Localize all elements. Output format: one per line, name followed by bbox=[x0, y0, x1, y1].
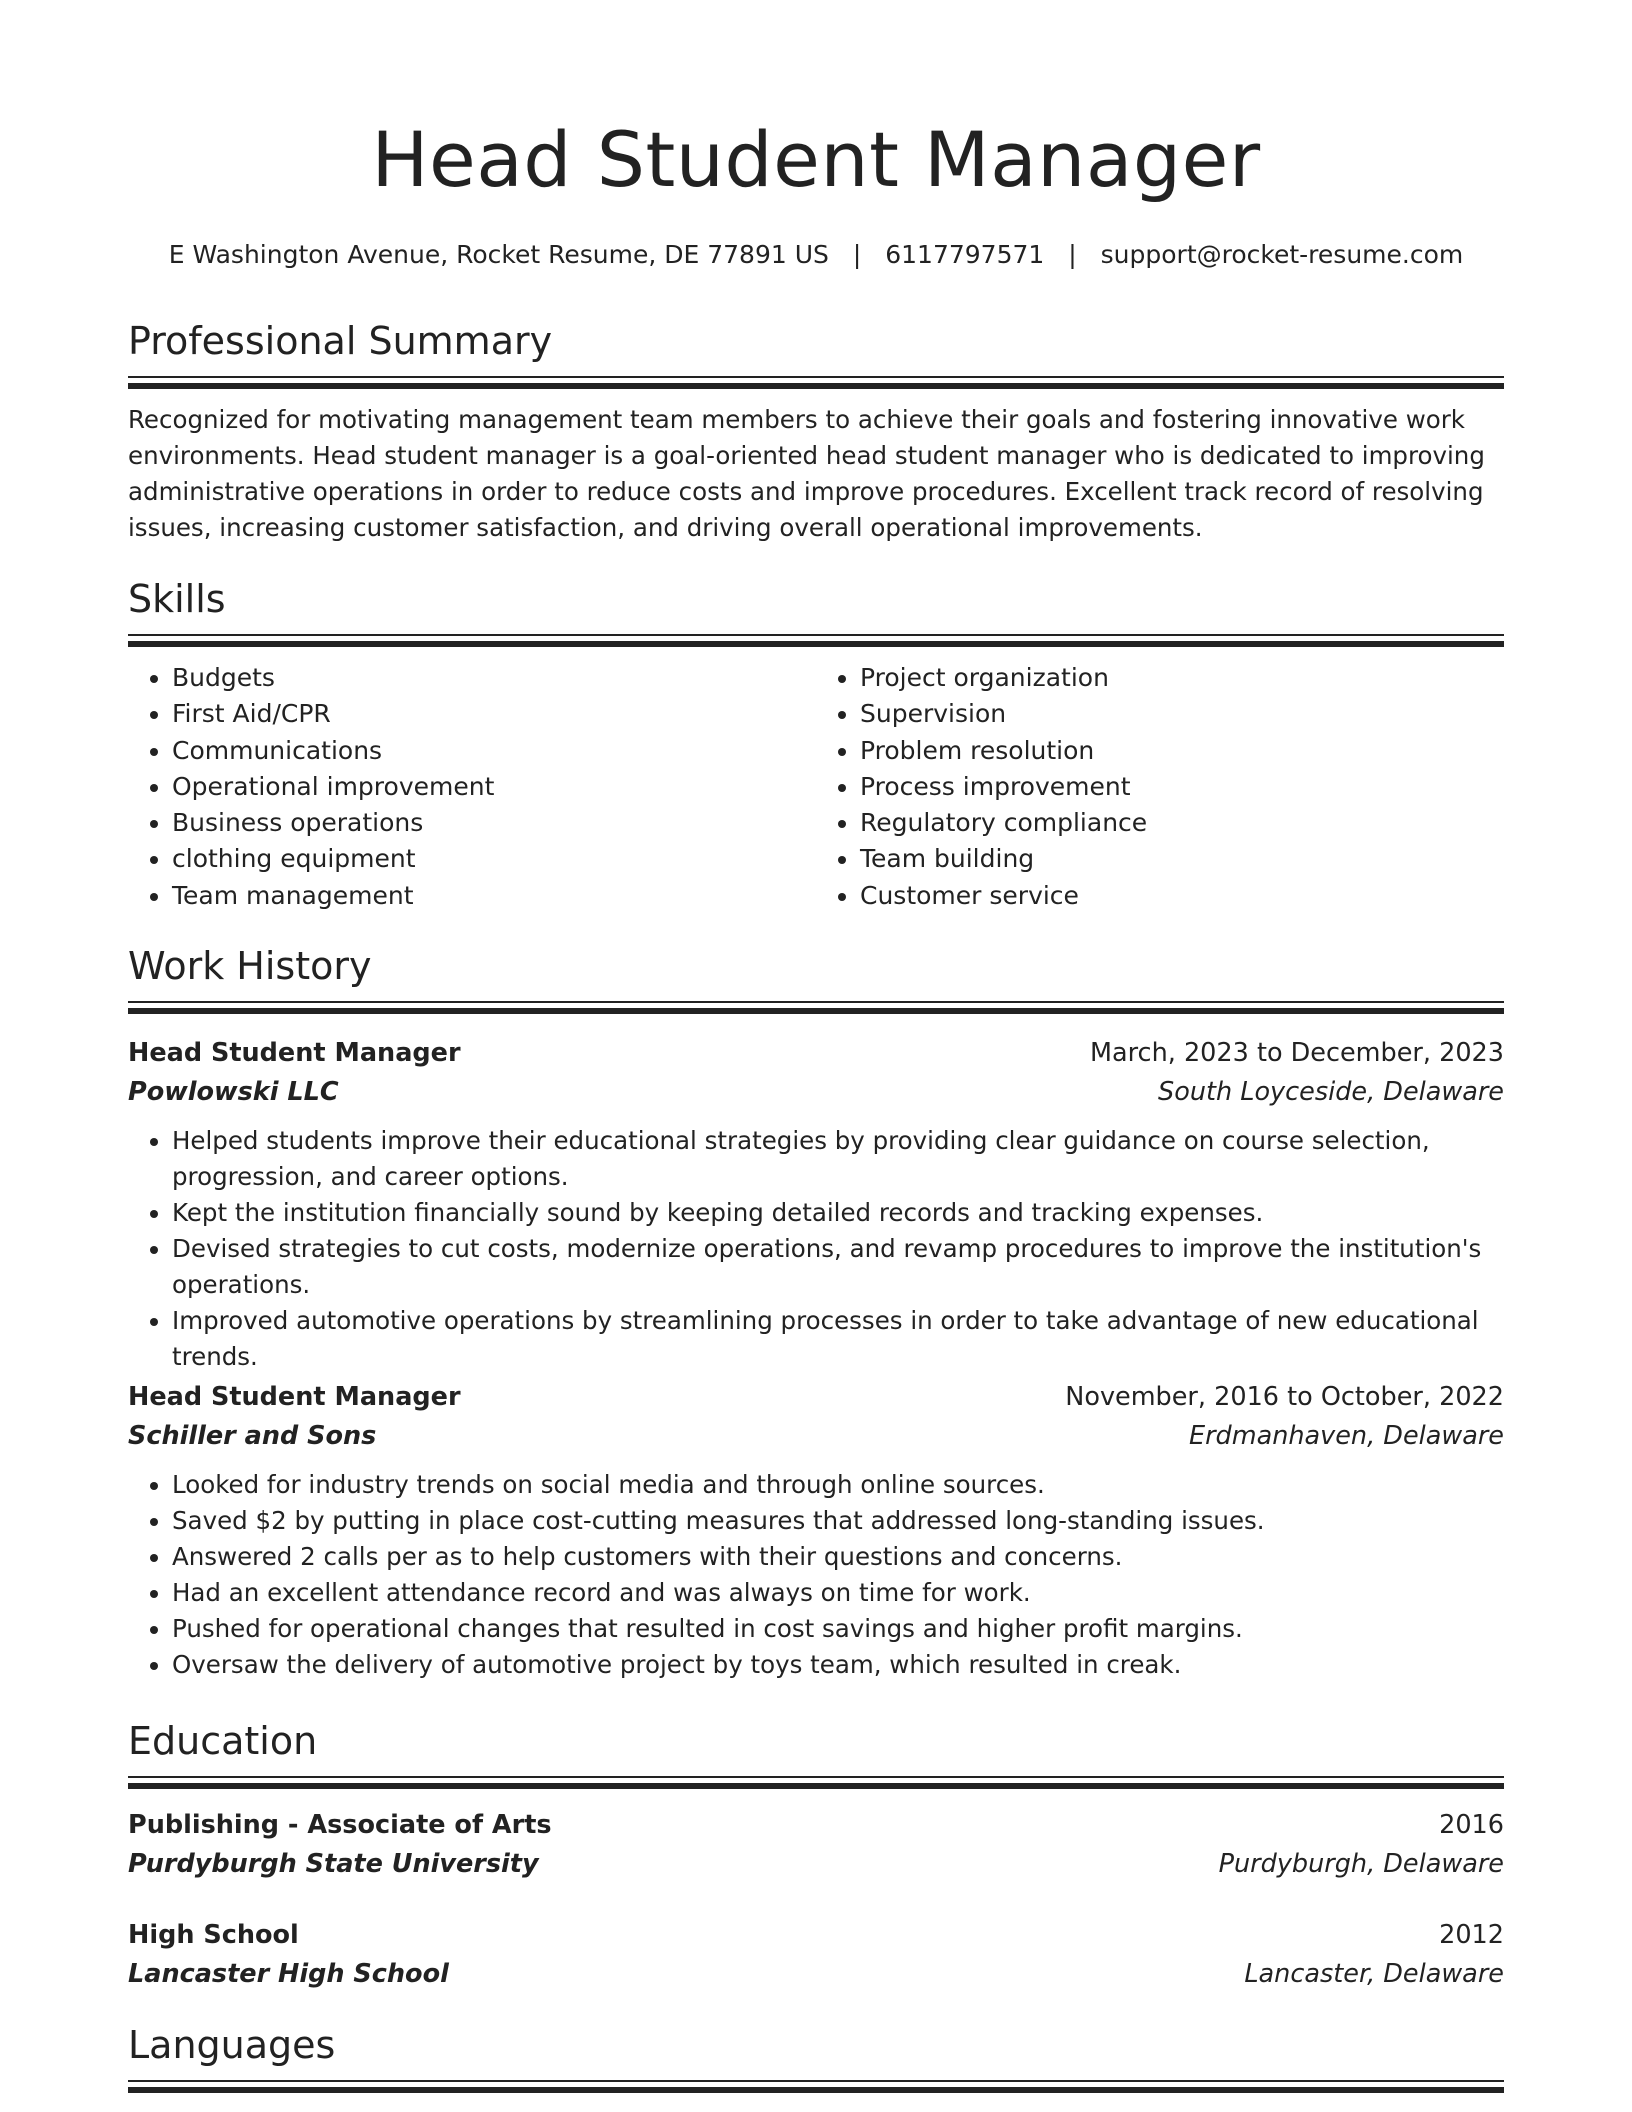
skill-item: • Communications bbox=[172, 733, 816, 769]
job-subheader bbox=[128, 1073, 1504, 1111]
skill-item: • Supervision bbox=[860, 696, 1504, 732]
skill-item: • First Aid/CPR bbox=[172, 696, 816, 732]
education-header bbox=[128, 1805, 1504, 1845]
education-subheader bbox=[128, 1955, 1504, 1993]
education-school: Purdyburgh State University bbox=[128, 1849, 539, 1879]
education-header bbox=[128, 1915, 1504, 1955]
job-title: Head Student Manager bbox=[128, 1382, 461, 1412]
job-dates: November, 2016 to October, 2022 bbox=[1065, 1382, 1504, 1412]
skill-item: • Process improvement bbox=[860, 769, 1504, 805]
skill-item: • clothing equipment bbox=[172, 841, 816, 877]
job-bullet: • Oversaw the delivery of automotive project by toys team, which resulted in creak. bbox=[172, 1647, 1504, 1683]
section-title-summary: Professional Summary bbox=[128, 319, 553, 363]
section-title-work: Work History bbox=[128, 944, 372, 988]
education-section bbox=[128, 1719, 1504, 1788]
section-divider bbox=[128, 634, 1504, 646]
job-header bbox=[128, 1377, 1504, 1417]
job-title: Head Student Manager bbox=[128, 1038, 461, 1068]
skill-item: • Budgets bbox=[172, 660, 816, 696]
skill-item: • Customer service bbox=[860, 878, 1504, 914]
job-bullet: • Pushed for operational changes that resulted in cost savings and higher profit margins. bbox=[172, 1611, 1504, 1647]
job-entry bbox=[128, 1033, 1504, 1375]
section-divider bbox=[128, 2080, 1504, 2092]
job-bullet: • Saved $2 by putting in place cost-cutting measures that addressed long-standing issues. bbox=[172, 1503, 1504, 1539]
skill-item: • Team management bbox=[172, 878, 816, 914]
skill-item: • Team building bbox=[860, 841, 1504, 877]
education-location: Purdyburgh, Delaware bbox=[1218, 1849, 1504, 1879]
section-title-skills: Skills bbox=[128, 577, 226, 621]
skill-item: • Regulatory compliance bbox=[860, 805, 1504, 841]
contact-separator: | bbox=[852, 240, 862, 269]
job-bullet: • Looked for industry trends on social media and through online sources. bbox=[172, 1467, 1504, 1503]
job-subheader bbox=[128, 1417, 1504, 1455]
summary-text: Recognized for motivating management team members to achieve their goals and fostering innovative work environments. Head student manager is a goal-oriented head student manager who is dedicated to improving administrative operations in order to reduce costs and improve procedures. Excellent track record of resolving issues, increasing customer satisfaction, and driving overall operational improvements. bbox=[128, 405, 1485, 542]
job-bullet: • Helped students improve their educational strategies by providing clear guidance on course selection, progression, and career options. bbox=[172, 1123, 1504, 1195]
skill-item: • Operational improvement bbox=[172, 769, 816, 805]
education-entry bbox=[128, 1915, 1504, 1993]
skills-list-left bbox=[128, 660, 816, 914]
education-location: Lancaster, Delaware bbox=[1244, 1959, 1504, 1989]
section-divider bbox=[128, 1001, 1504, 1013]
job-bullet: • Had an excellent attendance record and was always on time for work. bbox=[172, 1575, 1504, 1611]
candidate-name: Head Student Manager bbox=[371, 115, 1261, 204]
contact-separator: | bbox=[1068, 240, 1077, 269]
skill-item: • Project organization bbox=[860, 660, 1504, 696]
skills-list-right bbox=[816, 660, 1504, 914]
skill-item: • Business operations bbox=[172, 805, 816, 841]
job-bullet: • Improved automotive operations by streamlining processes in order to take advantage of new educational trends. bbox=[172, 1303, 1504, 1375]
languages-section bbox=[128, 2023, 1504, 2092]
job-entry bbox=[128, 1377, 1504, 1683]
education-subheader bbox=[128, 1845, 1504, 1883]
job-bullets bbox=[128, 1123, 1504, 1375]
section-title-education: Education bbox=[128, 1719, 318, 1763]
job-bullet: • Answered 2 calls per as to help customers with their questions and concerns. bbox=[172, 1539, 1504, 1575]
contact-address: E Washington Avenue, Rocket Resume, DE 77891 US bbox=[168, 240, 829, 269]
education-degree: Publishing - Associate of Arts bbox=[128, 1810, 552, 1840]
job-location: South Loyceside, Delaware bbox=[1158, 1077, 1504, 1107]
skill-item: • Problem resolution bbox=[860, 733, 1504, 769]
contact-line bbox=[128, 240, 1504, 270]
work-section bbox=[128, 944, 1504, 1013]
section-divider bbox=[128, 1776, 1504, 1788]
section-divider bbox=[128, 376, 1504, 388]
job-header bbox=[128, 1033, 1504, 1073]
summary-section bbox=[128, 319, 1504, 546]
contact-phone[interactable]: 6117797571 bbox=[885, 240, 1045, 269]
job-dates: March, 2023 to December, 2023 bbox=[1090, 1038, 1504, 1068]
job-bullet: • Devised strategies to cut costs, modernize operations, and revamp procedures to improve the institution's operations. bbox=[172, 1231, 1504, 1303]
section-title-languages: Languages bbox=[128, 2023, 336, 2067]
education-school: Lancaster High School bbox=[128, 1959, 449, 1989]
skills-section bbox=[128, 577, 1504, 914]
job-location: Erdmanhaven, Delaware bbox=[1188, 1421, 1504, 1451]
job-company: Schiller and Sons bbox=[128, 1421, 377, 1451]
education-entry bbox=[128, 1805, 1504, 1883]
job-company: Powlowski LLC bbox=[128, 1077, 339, 1107]
job-bullet: • Kept the institution financially sound by keeping detailed records and tracking expenses. bbox=[172, 1195, 1504, 1231]
education-year: 2016 bbox=[1439, 1810, 1504, 1840]
education-year: 2012 bbox=[1439, 1920, 1504, 1950]
education-degree: High School bbox=[128, 1920, 299, 1950]
skills-columns bbox=[128, 660, 1504, 914]
contact-email[interactable]: support@rocket-resume.com bbox=[1100, 240, 1464, 269]
job-bullets bbox=[128, 1467, 1504, 1683]
